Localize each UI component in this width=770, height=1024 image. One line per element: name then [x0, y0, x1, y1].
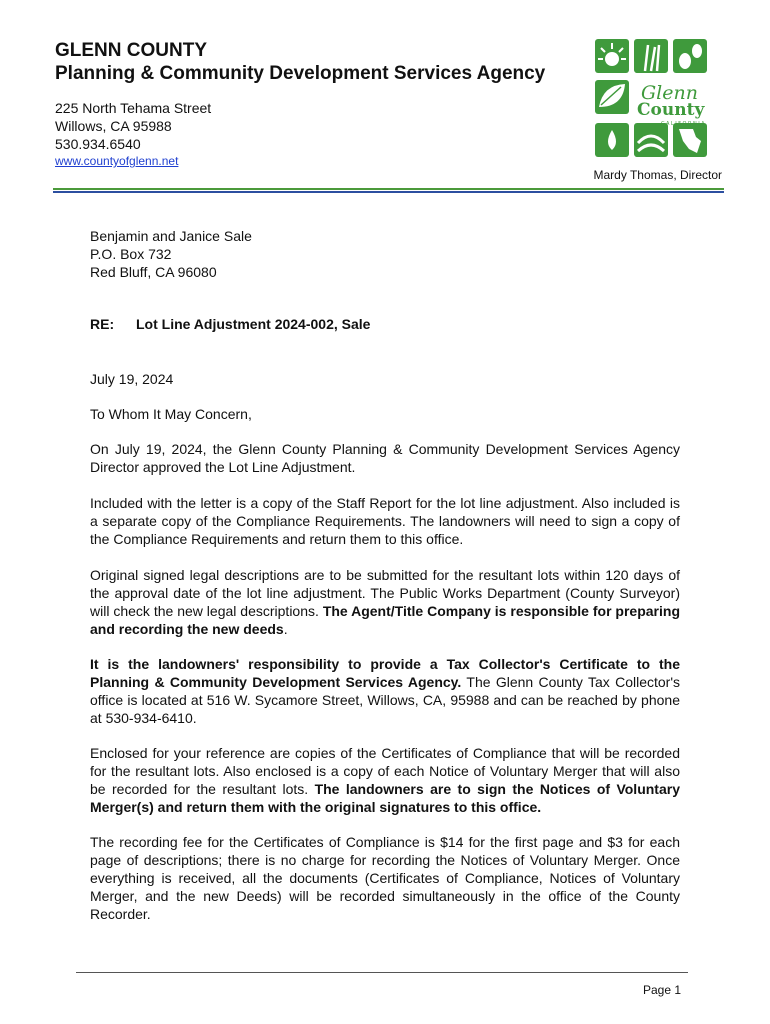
paragraph-tax-collector	[90, 655, 680, 727]
page-number: Page 1	[643, 983, 682, 997]
phone-number: 530.934.6540	[55, 136, 141, 152]
svg-text:County: County	[637, 100, 705, 120]
p5-bold: The landowners are to sign the Notices of Voluntary Merger(s) and return them with the original signatures to this office.	[90, 781, 680, 815]
p3-text: Original signed legal descriptions are to be submitted for the resultant lots within 120 days of the approval date of the lot line adjustment. The Public Works Department (County Surveyor) will check the new legal descriptions.	[90, 567, 680, 619]
p4-bold: It is the landowners' responsibility to provide a Tax Collector's Certificate to the Planning & Community Development Services Agency.	[90, 656, 680, 690]
paragraph-certificates	[90, 744, 680, 816]
p5-text: Enclosed for your reference are copies of the Certificates of Compliance that will be recorded for the resultant lots. Also enclosed is a copy of each Notice of Voluntary Merger that will also be recorded for the resultant lots.	[90, 745, 680, 797]
svg-text:Glenn: Glenn	[641, 82, 698, 104]
recipient-city: Red Bluff, CA 96080	[90, 264, 217, 280]
director-name: Mardy Thomas, Director	[593, 168, 722, 182]
county-logo	[593, 37, 711, 159]
p3-end: .	[283, 621, 288, 637]
recipient-box: P.O. Box 732	[90, 246, 172, 262]
footer-rule	[76, 972, 688, 973]
address-street: 225 North Tehama Street	[55, 100, 212, 116]
p3-bold: The Agent/Title Company is responsible for preparing and recording the new deeds	[90, 603, 681, 637]
county-title: GLENN COUNTY	[55, 40, 207, 61]
salutation: To Whom It May Concern,	[90, 406, 252, 422]
agency-title: Planning & Community Development Services Agency	[55, 63, 546, 84]
re-label: RE:	[90, 316, 115, 332]
logo-tile-olive	[673, 39, 707, 73]
p4-text: The Glenn County Tax Collector's office is located at 516 W. Sycamore Street, Willows, CA, 95988 and can be reached by phone at 530-934-6410.	[90, 674, 681, 726]
recipient-name: Benjamin and Janice Sale	[90, 228, 252, 244]
letter-date: July 19, 2024	[90, 371, 174, 387]
header-rule-blue	[53, 191, 724, 193]
paragraph-staff-report: Included with the letter is a copy of the Staff Report for the lot line adjustment. Also included is a separate copy of the Compliance Requirements. The landowners will need to sign a copy of the Compliance Requirements and return them to this office.	[90, 495, 680, 547]
re-subject: Lot Line Adjustment 2024-002, Sale	[136, 316, 371, 332]
paragraph-recording-fee: The recording fee for the Certificates of Compliance is $14 for the first page and $3 for each page of descriptions; there is no charge for recording the Notices of Voluntary Merger. Once everything is received, all the documents (Certificates of Compliance, Notices of Voluntary Merger, and the new Deeds) will be recorded simultaneously in the office of the County Recorder.	[90, 834, 680, 922]
paragraph-approval: On July 19, 2024, the Glenn County Planning & Community Development Services Agency Director approved the Lot Line Adjustment.	[90, 441, 680, 475]
header-rule-green	[53, 188, 724, 190]
website-link[interactable]: www.countyofglenn.net	[55, 154, 179, 168]
address-city: Willows, CA 95988	[55, 118, 172, 134]
paragraph-legal-descriptions	[90, 566, 680, 638]
